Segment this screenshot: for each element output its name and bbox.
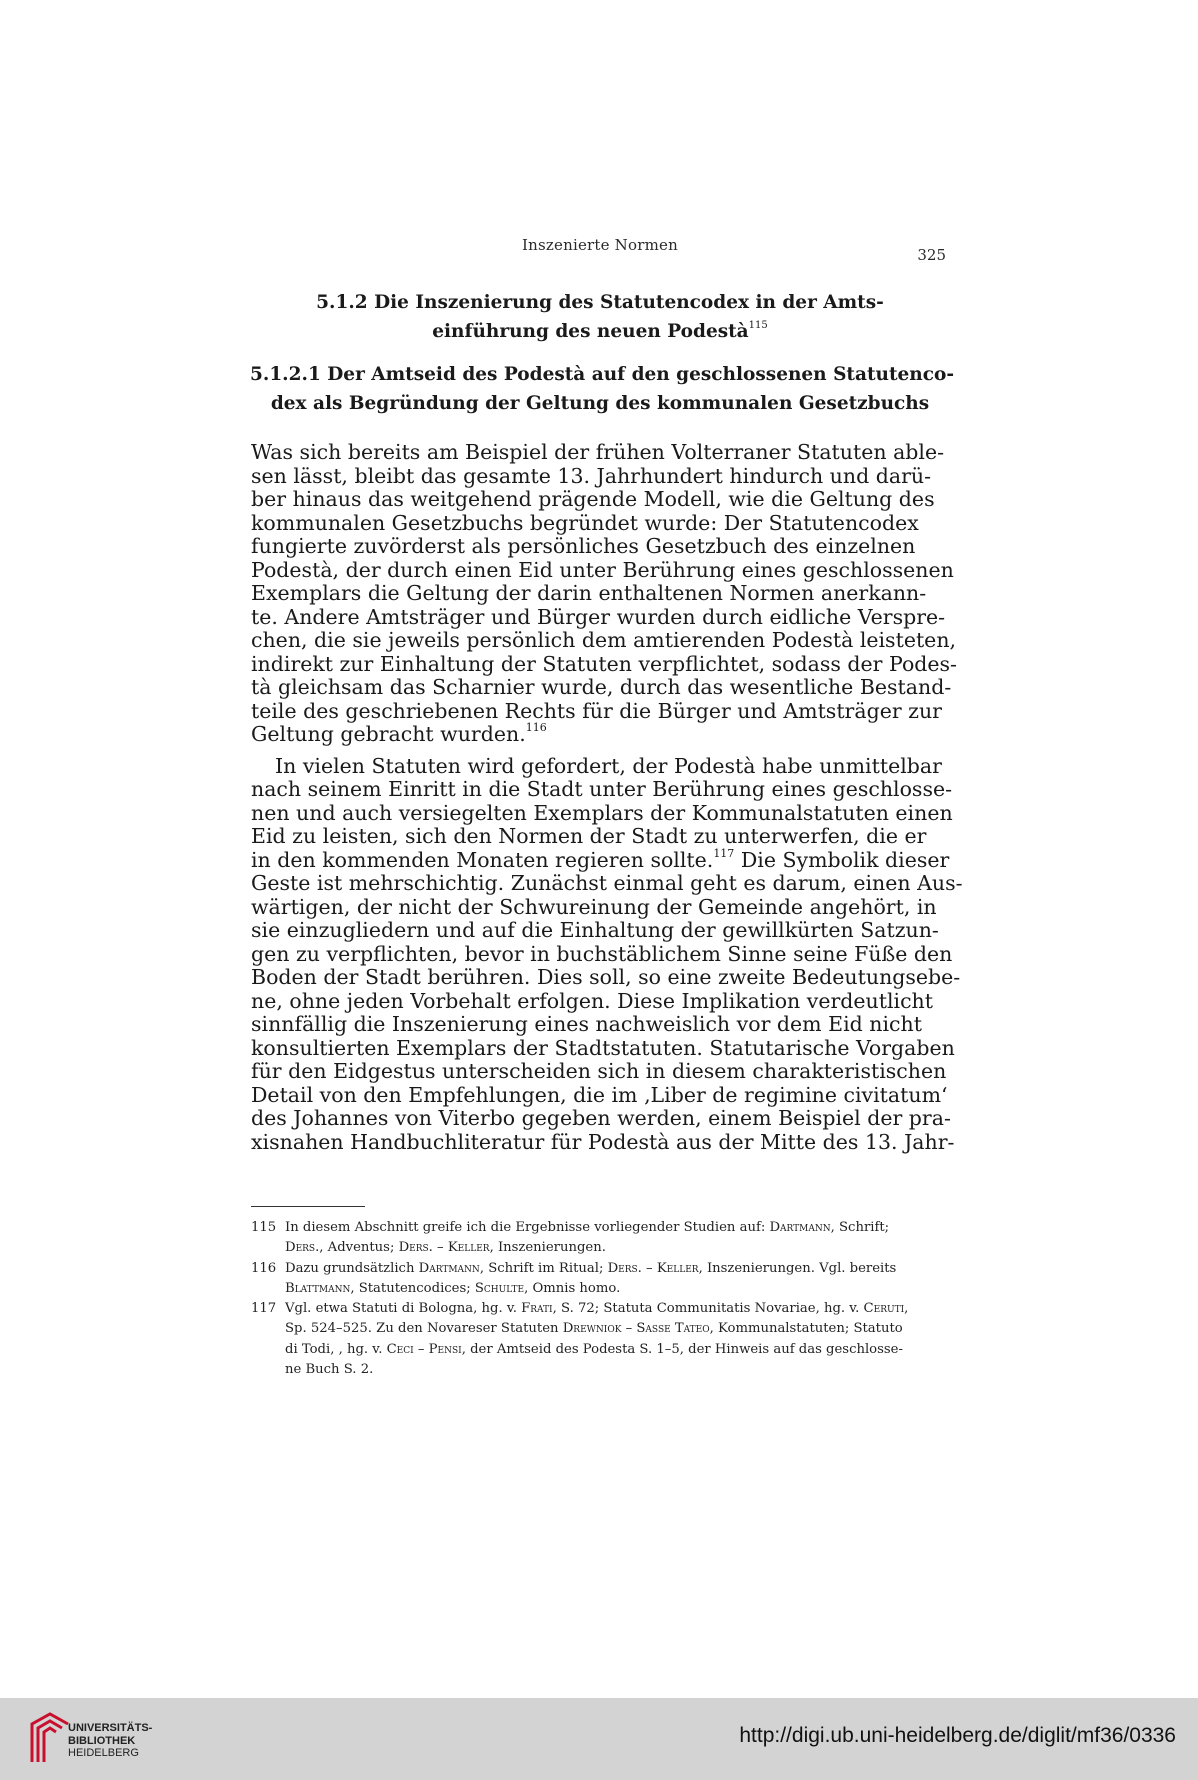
author-name: Ders. [285, 1240, 320, 1256]
footnote-line: ne Buch S. 2. [285, 1362, 374, 1378]
text-fragment: in den kommenden Monaten regieren sollte. [251, 847, 714, 872]
text-fragment: Sp. 524–525. Zu den Novareser Statuten [285, 1321, 563, 1337]
author-name: Frati [521, 1301, 553, 1317]
text-line: sinnfällig die Inszenierung eines nachweislich vor dem Eid nicht [251, 1012, 922, 1036]
text-fragment: Dazu grundsätzlich [285, 1260, 419, 1276]
text-line: chen, die sie jeweils persönlich dem amtierenden Podestà leisteten, [251, 628, 957, 652]
text-line: ber hinaus das weitgehend prägende Modell, wie die Geltung des [251, 487, 935, 511]
text-line: indirekt zur Einhaltung der Statuten verpflichtet, sodass der Podes- [251, 651, 957, 676]
footnote-115 [251, 1218, 947, 1259]
text-line: In vielen Statuten wird gefordert, der Podestà habe unmittelbar [275, 753, 942, 778]
text-fragment: Geltung gebracht wurden. [251, 722, 526, 746]
text-line: teile des geschriebenen Rechts für die Bürger und Amtsträger zur [251, 698, 942, 723]
viewer-footer-bar [0, 1698, 1198, 1780]
author-name: Dartmann [418, 1260, 480, 1276]
logo-line: HEIDELBERG [68, 1747, 139, 1759]
text-line: sen lässt, bleibt das gesamte 13. Jahrhundert hindurch und darü- [251, 463, 931, 488]
text-line: Podestà, der durch einen Eid unter Berührung eines geschlossenen [251, 557, 954, 582]
text-fragment: , Adventus; [319, 1240, 399, 1256]
text-fragment: , Statutencodices; [350, 1280, 475, 1296]
text-fragment: Vgl. etwa Statuti di Bologna, hg. v. [285, 1301, 522, 1317]
text-line: xisnahen Handbuchliteratur für Podestà aus der Mitte des 13. Jahr- [251, 1129, 955, 1154]
footnote-117 [251, 1299, 947, 1380]
paragraph [251, 753, 963, 1155]
text-line: wärtigen, der nicht der Schwureinung der Gemeinde angehört, in [251, 894, 937, 919]
text-fragment: , S. 72; Statuta Communitatis Novariae, hg. v. [552, 1301, 864, 1317]
text-fragment: , der Amtseid des Podesta S. 1–5, der Hinweis auf das geschlosse- [461, 1341, 903, 1357]
subsection-heading-line: 5.1.2.1 Der Amtseid des Podestà auf den geschlossenen Statutenco- [250, 364, 955, 385]
footnote-line [285, 1299, 947, 1319]
footnote-number: 116 [251, 1260, 277, 1276]
subsection-heading-line: dex als Begründung der Geltung des kommunalen Gesetzbuchs [270, 393, 930, 414]
author-name: Ceci – Pensi [386, 1341, 462, 1357]
library-logo-text[interactable] [68, 1722, 152, 1760]
author-name: Ders. – Keller [398, 1240, 490, 1256]
text-fragment: , Schrift im Ritual; [479, 1260, 608, 1276]
text-line: kommunalen Gesetzbuchs begründet wurde: Der Statutencodex [251, 510, 919, 535]
footnote-116 [251, 1259, 947, 1300]
paragraph [251, 440, 957, 747]
footnote-line [285, 1238, 947, 1258]
text-line: nach seinem Einritt in die Stadt unter Berührung eines geschlosse- [251, 777, 953, 801]
text-fragment: Die Symbolik dieser [734, 847, 950, 872]
author-name: Ceruti [863, 1301, 905, 1317]
text-line: te. Andere Amtsträger und Bürger wurden durch eidliche Verspre- [251, 604, 946, 629]
text-line: nen und auch versiegelten Exemplars der Kommunalstatuten einen [251, 800, 953, 825]
text-fragment: , Kommunalstatuten; Statuto [709, 1321, 903, 1337]
section-heading-line [250, 317, 950, 346]
text-line: Boden der Stadt berühren. Dies soll, so eine zweite Bedeutungsebe- [251, 965, 961, 989]
text-line: ne, ohne jeden Vorbehalt erfolgen. Diese Implikation verdeutlicht [251, 988, 933, 1013]
text-line: für den Eidgestus unterscheiden sich in diesem charakteristischen [251, 1059, 947, 1083]
body-text [251, 440, 963, 1154]
text-fragment: di Todi, , hg. v. [285, 1341, 387, 1357]
text-line: Eid zu leisten, sich den Normen der Stadt zu unterwerfen, die er [251, 824, 927, 848]
section-heading-line: 5.1.2 Die Inszenierung des Statutencodex in der Amts- [316, 292, 884, 313]
text-line [251, 723, 947, 747]
footnote-line [285, 1319, 947, 1339]
author-name: Dartmann [769, 1220, 831, 1235]
page-number: 325 [917, 246, 946, 264]
logo-line: UNIVERSITÄTS- [68, 1722, 153, 1734]
author-name: Drewniok – Sasse Tateo [562, 1321, 710, 1337]
text-line: fungierte zuvörderst als persönliches Gesetzbuch des einzelnen [251, 534, 916, 558]
footnote-line [285, 1340, 947, 1360]
section-heading-text: einführung des neuen Podestà [432, 321, 749, 342]
footnote-line [285, 1218, 947, 1238]
text-line: Was sich bereits am Beispiel der frühen Volterraner Statuten able- [251, 440, 945, 464]
text-line: des Johannes von Viterbo gegeben werden, einem Beispiel der pra- [251, 1106, 951, 1130]
footnote-ref[interactable]: 117 [713, 846, 735, 860]
text-fragment: , Inszenierungen. Vgl. bereits [698, 1260, 897, 1276]
subsection-heading [250, 360, 955, 418]
author-name: Schulte [474, 1280, 525, 1296]
text-line: tà gleichsam das Scharnier wurde, durch das wesentliche Bestand- [251, 675, 952, 699]
footnote-divider [251, 1206, 365, 1207]
running-head: Inszenierte Normen [522, 236, 678, 254]
section-heading [250, 288, 950, 346]
footnote-ref[interactable]: 115 [748, 320, 768, 331]
text-fragment: , Omnis homo. [524, 1280, 621, 1296]
text-line: Exemplars die Geltung der darin enthaltenen Normen anerkann- [251, 581, 927, 605]
text-line: Geste ist mehrschichtig. Zunächst einmal geht es darum, einen Aus- [251, 871, 963, 895]
author-name: Blattmann [285, 1280, 351, 1296]
text-fragment: , [904, 1301, 909, 1317]
footnote-number: 115 [251, 1220, 277, 1235]
footnote-ref[interactable]: 116 [525, 721, 547, 734]
author-name: Ders. – Keller [607, 1260, 699, 1276]
text-line: Detail von den Empfehlungen, die im ‚Liber de regimine civitatum‘ [251, 1082, 948, 1107]
text-line: gen zu verpflichten, bevor in buchstäblichem Sinne seine Füße den [251, 941, 953, 966]
text-line: sie einzugliedern und auf die Einhaltung der gewillkürten Satzun- [251, 918, 939, 942]
text-line [251, 846, 950, 873]
permalink-url[interactable]: http://digi.ub.uni-heidelberg.de/diglit/mf36/0336 [739, 1724, 1176, 1747]
footnote-line [285, 1259, 947, 1279]
footnotes [251, 1218, 947, 1380]
text-fragment: , Schrift; [830, 1220, 890, 1235]
footnote-line [285, 1279, 947, 1299]
text-line: konsultierten Exemplars der Stadtstatuten. Statutarische Vorgaben [251, 1035, 955, 1060]
text-fragment: , Inszenierungen. [489, 1240, 606, 1256]
logo-line: BIBLIOTHEK [68, 1734, 136, 1747]
text-fragment: In diesem Abschnitt greife ich die Ergebnisse vorliegender Studien auf: [285, 1220, 770, 1235]
footnote-number: 117 [251, 1301, 277, 1317]
